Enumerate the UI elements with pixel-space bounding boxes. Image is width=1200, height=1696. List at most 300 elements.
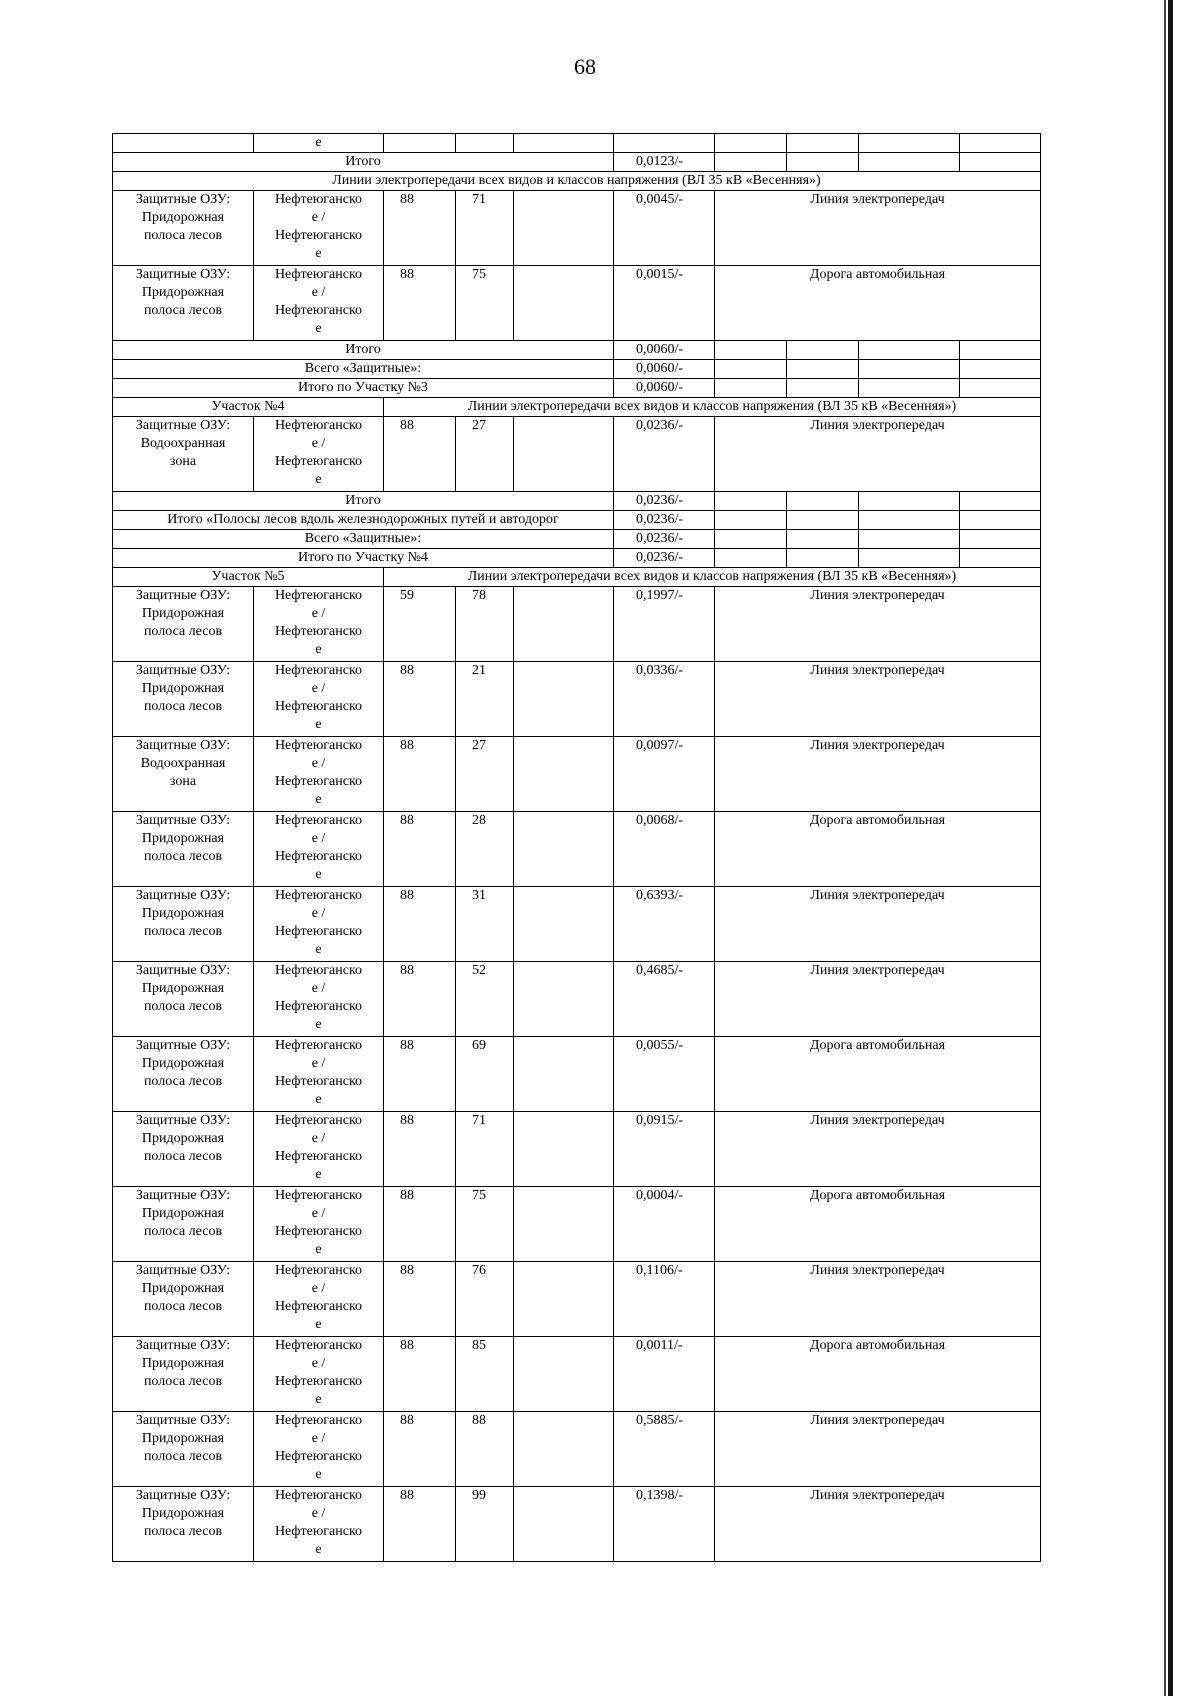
empty-cell [715, 379, 787, 398]
forestry-cell-line: е / [311, 981, 326, 996]
table-row [113, 511, 1041, 530]
kvartal-cell: 88 [384, 1262, 456, 1337]
forestry-cell-line: Нефтеюганско [274, 192, 363, 207]
zone-cell-line: Придорожная [141, 1131, 225, 1146]
empty-cell [960, 492, 1041, 511]
empty-cell [715, 549, 787, 568]
table-row [113, 492, 1041, 511]
empty-cell [514, 1337, 614, 1412]
section-header: Линии электропередачи всех видов и классов напряжения (ВЛ 35 кВ «Весенняя») [113, 172, 1041, 191]
zone-cell-line: Защитные ОЗУ: [135, 267, 231, 282]
zone-cell [113, 587, 254, 662]
empty-cell [514, 812, 614, 887]
table-row [113, 737, 1041, 812]
forestry-cell-continued: е [254, 134, 384, 153]
empty-cell [514, 737, 614, 812]
zone-cell-line: Придорожная [141, 1356, 225, 1371]
forestry-cell-line: Нефтеюганско [274, 1149, 363, 1164]
zone-cell [113, 1037, 254, 1112]
zone-cell-line: полоса лесов [143, 1449, 223, 1464]
zone-cell-line: Придорожная [141, 981, 225, 996]
area-cell: 0,0015/- [614, 266, 715, 341]
forestry-cell [254, 191, 384, 266]
zone-cell-line: Защитные ОЗУ: [135, 888, 231, 903]
total-label: Всего «Защитные»: [113, 530, 614, 549]
table-row [113, 662, 1041, 737]
vydel-cell: 27 [456, 737, 514, 812]
forestry-cell-line: е [315, 1167, 322, 1182]
empty-cell [960, 360, 1041, 379]
vydel-cell: 71 [456, 1112, 514, 1187]
forestry-cell-line: Нефтеюганско [274, 963, 363, 978]
forestry-cell-line: е / [311, 285, 326, 300]
zone-cell-line: полоса лесов [143, 228, 223, 243]
forestry-cell-line: е / [311, 1131, 326, 1146]
zone-cell-line: Водоохранная [140, 756, 226, 771]
forestry-cell [254, 1037, 384, 1112]
forestry-cell-line: Нефтеюганско [274, 624, 363, 639]
forestry-cell-line: е / [311, 1281, 326, 1296]
total-value: 0,0236/- [614, 492, 715, 511]
zone-cell-line: Защитные ОЗУ: [135, 418, 231, 433]
table-row [113, 153, 1041, 172]
table-row [113, 1337, 1041, 1412]
zone-cell-line: полоса лесов [143, 1149, 223, 1164]
forestry-cell-line: е / [311, 210, 326, 225]
forestry-cell-line: е [315, 1017, 322, 1032]
table-row [113, 341, 1041, 360]
kvartal-cell: 88 [384, 1337, 456, 1412]
forestry-cell [254, 1337, 384, 1412]
area-cell: 0,1106/- [614, 1262, 715, 1337]
table-row [113, 549, 1041, 568]
empty-cell [514, 134, 614, 153]
forestry-cell-line: е [315, 942, 322, 957]
empty-cell [859, 153, 960, 172]
empty-cell [113, 134, 254, 153]
empty-cell [715, 360, 787, 379]
empty-cell [514, 1112, 614, 1187]
total-value: 0,0060/- [614, 341, 715, 360]
empty-cell [514, 587, 614, 662]
area-cell: 0,0055/- [614, 1037, 715, 1112]
page-number: 68 [574, 54, 596, 79]
forestry-cell-line: Нефтеюганско [274, 1188, 363, 1203]
forestry-cell-line: е [315, 1317, 322, 1332]
forestry-cell-line: е [315, 1392, 322, 1407]
forestry-cell [254, 1112, 384, 1187]
zone-cell-line: Защитные ОЗУ: [135, 813, 231, 828]
table-row [113, 191, 1041, 266]
total-value: 0,0060/- [614, 360, 715, 379]
purpose-cell: Дорога автомобильная [715, 1337, 1041, 1412]
purpose-cell: Линия электропередач [715, 662, 1041, 737]
forestry-cell [254, 662, 384, 737]
zone-cell-line: полоса лесов [143, 924, 223, 939]
area-cell: 0,0236/- [614, 417, 715, 492]
table-row [113, 134, 1041, 153]
empty-cell [514, 887, 614, 962]
kvartal-cell: 88 [384, 662, 456, 737]
total-value: 0,0060/- [614, 379, 715, 398]
purpose-cell: Линия электропередач [715, 587, 1041, 662]
forestry-cell-line: Нефтеюганско [274, 774, 363, 789]
empty-cell [514, 1037, 614, 1112]
zone-cell-line: Защитные ОЗУ: [135, 588, 231, 603]
forestry-cell-line: Нефтеюганско [274, 454, 363, 469]
zone-cell-line: Придорожная [141, 906, 225, 921]
zone-cell-line: Защитные ОЗУ: [135, 1338, 231, 1353]
empty-cell [384, 134, 456, 153]
kvartal-cell: 88 [384, 266, 456, 341]
total-label: Итого [113, 492, 614, 511]
zone-cell-line: Защитные ОЗУ: [135, 1488, 231, 1503]
forestry-cell-line: е / [311, 1431, 326, 1446]
forestry-cell-line: е / [311, 906, 326, 921]
forestry-cell-line: е / [311, 681, 326, 696]
empty-cell [859, 134, 960, 153]
empty-cell [787, 379, 859, 398]
zone-cell-line: Придорожная [141, 210, 225, 225]
table-row [113, 1412, 1041, 1487]
purpose-cell: Дорога автомобильная [715, 1187, 1041, 1262]
empty-cell [456, 134, 514, 153]
forestry-cell-line: Нефтеюганско [274, 1338, 363, 1353]
total-value: 0,0123/- [614, 153, 715, 172]
purpose-cell: Линия электропередач [715, 737, 1041, 812]
area-cell: 0,0011/- [614, 1337, 715, 1412]
zone-cell-line: полоса лесов [143, 1074, 223, 1089]
forestry-cell-line: е / [311, 1506, 326, 1521]
forestry-cell-line: Нефтеюганско [274, 999, 363, 1014]
forestry-cell-line: Нефтеюганско [274, 1413, 363, 1428]
forestry-cell-line: Нефтеюганско [274, 1374, 363, 1389]
area-cell: 0,0336/- [614, 662, 715, 737]
zone-cell-line: полоса лесов [143, 849, 223, 864]
forestry-cell-line: Нефтеюганско [274, 1113, 363, 1128]
empty-cell [960, 379, 1041, 398]
kvartal-cell: 88 [384, 737, 456, 812]
purpose-cell: Линия электропередач [715, 962, 1041, 1037]
zone-cell-line: Придорожная [141, 831, 225, 846]
forestry-cell-line: е [315, 717, 322, 732]
forestry-cell-line: Нефтеюганско [274, 303, 363, 318]
vydel-cell: 99 [456, 1487, 514, 1562]
total-label: Итого «Полосы лесов вдоль железнодорожных путей и автодорог [113, 511, 614, 530]
zone-cell-line: полоса лесов [143, 999, 223, 1014]
table-row [113, 1262, 1041, 1337]
table-row [113, 1037, 1041, 1112]
vydel-cell: 21 [456, 662, 514, 737]
forestry-cell [254, 1412, 384, 1487]
empty-cell [787, 360, 859, 379]
table-row [113, 530, 1041, 549]
forestry-cell [254, 1262, 384, 1337]
kvartal-cell: 59 [384, 587, 456, 662]
vydel-cell: 75 [456, 266, 514, 341]
forestry-cell-line: Нефтеюганско [274, 924, 363, 939]
empty-cell [715, 134, 787, 153]
empty-cell [514, 266, 614, 341]
zone-cell-line: полоса лесов [143, 1299, 223, 1314]
total-label: Итого [113, 341, 614, 360]
forestry-cell-line: Нефтеюганско [274, 813, 363, 828]
empty-cell [787, 549, 859, 568]
zone-cell [113, 417, 254, 492]
zone-cell-line: Защитные ОЗУ: [135, 1413, 231, 1428]
area-cell: 0,0097/- [614, 737, 715, 812]
vydel-cell: 88 [456, 1412, 514, 1487]
empty-cell [514, 1487, 614, 1562]
empty-cell [960, 153, 1041, 172]
kvartal-cell: 88 [384, 417, 456, 492]
zone-cell-line: Придорожная [141, 606, 225, 621]
empty-cell [859, 549, 960, 568]
forestry-cell [254, 1187, 384, 1262]
forestry-cell-line: Нефтеюганско [274, 1488, 363, 1503]
forestry-cell-line: е / [311, 436, 326, 451]
area-cell: 0,1398/- [614, 1487, 715, 1562]
zone-cell-line: Придорожная [141, 285, 225, 300]
forestry-cell [254, 587, 384, 662]
forestry-cell-line: е [315, 867, 322, 882]
zone-cell-line: Защитные ОЗУ: [135, 1113, 231, 1128]
kvartal-cell: 88 [384, 1412, 456, 1487]
empty-cell [715, 341, 787, 360]
zone-cell [113, 266, 254, 341]
forest-register-table [112, 133, 1041, 1562]
table-row [113, 812, 1041, 887]
table-row [113, 587, 1041, 662]
empty-cell [715, 530, 787, 549]
empty-cell [787, 341, 859, 360]
area-cell: 0,1997/- [614, 587, 715, 662]
forestry-cell-line: е [315, 642, 322, 657]
kvartal-cell: 88 [384, 191, 456, 266]
purpose-cell: Линия электропередач [715, 1262, 1041, 1337]
zone-cell-line: Защитные ОЗУ: [135, 192, 231, 207]
zone-cell-line: полоса лесов [143, 1374, 223, 1389]
table-row [113, 172, 1041, 191]
purpose-cell: Линия электропередач [715, 191, 1041, 266]
empty-cell [715, 492, 787, 511]
forestry-cell-line: Нефтеюганско [274, 1074, 363, 1089]
forestry-cell-line: е [315, 321, 322, 336]
table-row [113, 887, 1041, 962]
zone-cell-line: Придорожная [141, 1506, 225, 1521]
forestry-cell [254, 266, 384, 341]
zone-cell-line: Придорожная [141, 681, 225, 696]
vydel-cell: 75 [456, 1187, 514, 1262]
empty-cell [514, 1412, 614, 1487]
forestry-cell-line: е / [311, 1056, 326, 1071]
table-row [113, 266, 1041, 341]
zone-cell-line: полоса лесов [143, 1524, 223, 1539]
forestry-cell-line: Нефтеюганско [274, 888, 363, 903]
empty-cell [787, 530, 859, 549]
empty-cell [859, 379, 960, 398]
kvartal-cell: 88 [384, 1112, 456, 1187]
table-row [113, 1187, 1041, 1262]
table-row [113, 417, 1041, 492]
forestry-cell-line: е [315, 246, 322, 261]
empty-cell [514, 662, 614, 737]
forestry-cell-line: е / [311, 1356, 326, 1371]
zone-cell-line: Защитные ОЗУ: [135, 1263, 231, 1278]
zone-cell-line: полоса лесов [143, 624, 223, 639]
purpose-cell: Линия электропередач [715, 887, 1041, 962]
zone-cell-line: зона [169, 774, 197, 789]
forestry-cell-line: е / [311, 756, 326, 771]
zone-cell [113, 1487, 254, 1562]
zone-cell-line: Придорожная [141, 1056, 225, 1071]
zone-cell [113, 662, 254, 737]
total-label: Всего «Защитные»: [113, 360, 614, 379]
table-row [113, 379, 1041, 398]
vydel-cell: 27 [456, 417, 514, 492]
empty-cell [960, 530, 1041, 549]
area-cell: 0,6393/- [614, 887, 715, 962]
forestry-cell-line: Нефтеюганско [274, 849, 363, 864]
forestry-cell-line: Нефтеюганско [274, 267, 363, 282]
forestry-cell-line: е [315, 1092, 322, 1107]
purpose-cell: Линия электропередач [715, 1487, 1041, 1562]
forestry-cell-line: е [315, 472, 322, 487]
zone-cell-line: Защитные ОЗУ: [135, 1188, 231, 1203]
forestry-cell [254, 962, 384, 1037]
zone-cell-line: зона [169, 454, 197, 469]
kvartal-cell: 88 [384, 962, 456, 1037]
forestry-cell-line: Нефтеюганско [274, 1449, 363, 1464]
purpose-cell: Дорога автомобильная [715, 266, 1041, 341]
zone-cell-line: Водоохранная [140, 436, 226, 451]
zone-cell-line: Защитные ОЗУ: [135, 663, 231, 678]
forestry-cell-line: е / [311, 831, 326, 846]
forestry-cell-line: е [315, 792, 322, 807]
zone-cell-line: полоса лесов [143, 699, 223, 714]
forestry-cell-line: е [315, 1542, 322, 1557]
area-cell: 0,0004/- [614, 1187, 715, 1262]
zone-cell [113, 1412, 254, 1487]
purpose-cell: Линия электропередач [715, 417, 1041, 492]
purpose-cell: Дорога автомобильная [715, 812, 1041, 887]
forestry-cell-line: Нефтеюганско [274, 663, 363, 678]
empty-cell [715, 511, 787, 530]
zone-cell [113, 887, 254, 962]
zone-cell [113, 1337, 254, 1412]
scan-edge-shadow [1164, 0, 1166, 1696]
zone-cell [113, 1112, 254, 1187]
area-cell: 0,0915/- [614, 1112, 715, 1187]
table-row [113, 360, 1041, 379]
empty-cell [514, 962, 614, 1037]
vydel-cell: 71 [456, 191, 514, 266]
zone-cell [113, 191, 254, 266]
empty-cell [859, 341, 960, 360]
forestry-cell [254, 887, 384, 962]
empty-cell [859, 511, 960, 530]
section-header: Линии электропередачи всех видов и классов напряжения (ВЛ 35 кВ «Весенняя») [384, 398, 1041, 417]
zone-cell-line: полоса лесов [143, 303, 223, 318]
area-cell: 0,5885/- [614, 1412, 715, 1487]
empty-cell [514, 1262, 614, 1337]
vydel-cell: 52 [456, 962, 514, 1037]
purpose-cell: Линия электропередач [715, 1412, 1041, 1487]
forestry-cell-line: е / [311, 1206, 326, 1221]
total-value: 0,0236/- [614, 530, 715, 549]
forestry-cell-line: Нефтеюганско [274, 1038, 363, 1053]
zone-cell [113, 812, 254, 887]
empty-cell [787, 153, 859, 172]
forestry-cell-line: Нефтеюганско [274, 699, 363, 714]
forestry-cell-line: Нефтеюганско [274, 1524, 363, 1539]
zone-cell-line: Защитные ОЗУ: [135, 1038, 231, 1053]
empty-cell [614, 134, 715, 153]
forestry-cell-line: Нефтеюганско [274, 588, 363, 603]
total-value: 0,0236/- [614, 549, 715, 568]
zone-cell [113, 1187, 254, 1262]
zone-cell [113, 1262, 254, 1337]
forestry-cell-line: Нефтеюганско [274, 738, 363, 753]
zone-cell-line: Придорожная [141, 1431, 225, 1446]
forestry-cell-line: е / [311, 606, 326, 621]
forestry-cell-line: е [315, 1242, 322, 1257]
kvartal-cell: 88 [384, 1187, 456, 1262]
empty-cell [960, 511, 1041, 530]
empty-cell [787, 134, 859, 153]
empty-cell [787, 492, 859, 511]
forestry-cell-line: Нефтеюганско [274, 228, 363, 243]
empty-cell [960, 341, 1041, 360]
area-cell: 0,0068/- [614, 812, 715, 887]
vydel-cell: 85 [456, 1337, 514, 1412]
empty-cell [787, 511, 859, 530]
forestry-cell-line: Нефтеюганско [274, 1263, 363, 1278]
kvartal-cell: 88 [384, 1487, 456, 1562]
table-row [113, 1112, 1041, 1187]
area-cell: 0,0045/- [614, 191, 715, 266]
area-cell: 0,4685/- [614, 962, 715, 1037]
table-row [113, 962, 1041, 1037]
kvartal-cell: 88 [384, 887, 456, 962]
empty-cell [960, 134, 1041, 153]
section-header: Линии электропередачи всех видов и классов напряжения (ВЛ 35 кВ «Весенняя») [384, 568, 1041, 587]
empty-cell [960, 549, 1041, 568]
vydel-cell: 31 [456, 887, 514, 962]
table-body [113, 134, 1041, 1562]
empty-cell [859, 530, 960, 549]
empty-cell [514, 191, 614, 266]
forestry-cell [254, 737, 384, 812]
empty-cell [859, 492, 960, 511]
empty-cell [514, 417, 614, 492]
table-row [113, 568, 1041, 587]
forestry-cell [254, 417, 384, 492]
scan-edge-line [1168, 0, 1173, 1696]
vydel-cell: 69 [456, 1037, 514, 1112]
vydel-cell: 28 [456, 812, 514, 887]
total-value: 0,0236/- [614, 511, 715, 530]
forestry-cell [254, 1487, 384, 1562]
vydel-cell: 78 [456, 587, 514, 662]
total-label: Итого [113, 153, 614, 172]
empty-cell [514, 1187, 614, 1262]
purpose-cell: Дорога автомобильная [715, 1037, 1041, 1112]
purpose-cell: Линия электропередач [715, 1112, 1041, 1187]
zone-cell [113, 962, 254, 1037]
forestry-cell [254, 812, 384, 887]
table-row [113, 1487, 1041, 1562]
